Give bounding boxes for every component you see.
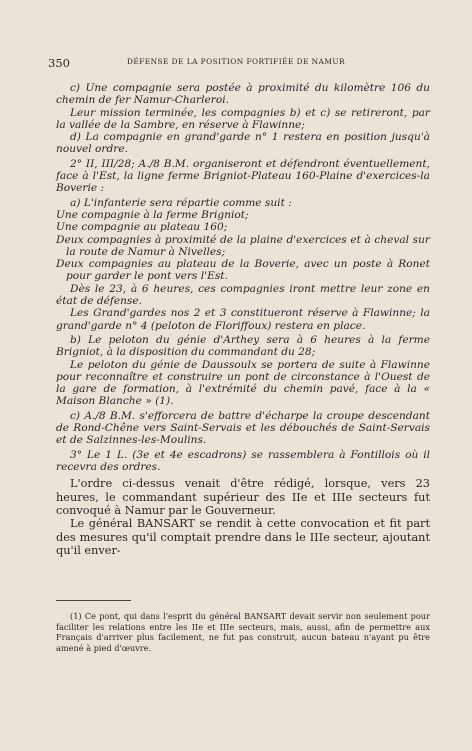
page-body	[56, 82, 430, 558]
paragraph: Les Grand'gardes nos 2 et 3 constitueront réserve à Flawinne; la grand'garde n° 4 (peloton de Floriffoux) restera en place.	[56, 307, 430, 332]
list-item: Deux compagnies à proximité de la plaine d'exercices et à cheval sur la route de Namur à Nivelles;	[56, 233, 430, 258]
paragraph: Dès le 23, à 6 heures, ces compagnies iront mettre leur zone en état de défense.	[56, 282, 430, 308]
paragraph: L'ordre ci-dessus venait d'être rédigé, lorsque, vers 23 heures, le commandant supérieur des IIe et IIIe secteurs fut convoqué à Namur par le Gouverneur.	[56, 477, 430, 518]
paragraph: a) L'infanterie sera répartie comme suit :	[70, 196, 292, 209]
list-item: Une compagnie au plateau 160;	[56, 221, 228, 234]
paragraph: 2° II, III/28; A./8 B.M. organiseront et défendront éventuellement, face à l'Est, la ligne ferme Brigniot-Plateau 160-Plaine d'exercices-la Boverie :	[56, 157, 430, 195]
running-title: DÉFENSE DE LA POSITION FORTIFIÉE DE NAMUR	[126, 57, 346, 66]
paragraph: b) Le peloton du génie d'Arthey sera à 6 heures à la ferme Brigniot, à la disposition du commandant du 28;	[56, 333, 430, 359]
paragraph: c) A./8 B.M. s'efforcera de battre d'écharpe la croupe descendant de Rond-Chêne vers Saint-Servais et les débouchés de Saint-Servais et de Salzinnes-les-Moulins.	[56, 409, 430, 447]
paragraph: 3° Le 1 L. (3e et 4e escadrons) se rassemblera à Fontillois où il recevra des ordres.	[56, 448, 430, 473]
paragraph: c) Une compagnie sera postée à proximité du kilomètre 106 du chemin de fer Namur-Charleroi.	[56, 82, 430, 107]
page-header	[48, 56, 424, 70]
footnote: (1) Ce pont, qui dans l'esprit du général BANSART devait servir non seulement pour faciliter les relations entre les IIe et IIIe secteurs, mais, aussi, afin de permettre aux Français d'arriver plus facilement, ne fut pas construit, aucun bateau n'ayant pu être amené à pied d'œuvre.	[56, 611, 430, 653]
list-item: Deux compagnies au plateau de la Boverie, avec un poste à Ronet pour garder le pont vers l'Est.	[56, 258, 430, 283]
paragraph: Le général BANSART se rendit à cette convocation et fit part des mesures qu'il comptait prendre dans le IIIe secteur, ajoutant qu'il enver-	[56, 517, 430, 558]
list-item: Une compagnie à la ferme Brigniot;	[56, 208, 249, 221]
footnote-rule	[56, 600, 131, 601]
paragraph: Leur mission terminée, les compagnies b) et c) se retireront, par la vallée de la Sambre, en réserve à Flawinne;	[56, 106, 430, 131]
page-number: 350	[48, 56, 70, 70]
paragraph: d) La compagnie en grand'garde n° 1 restera en position jusqu'à nouvel ordre.	[56, 131, 430, 156]
paragraph: Le peloton du génie de Daussoulx se portera de suite à Flawinne pour reconnaître et construire un pont de circonstance à l'Ouest de la gare de formation, à l'extrémité du chemin pavé, face à la « Maison Blanche » (1).	[56, 358, 430, 408]
